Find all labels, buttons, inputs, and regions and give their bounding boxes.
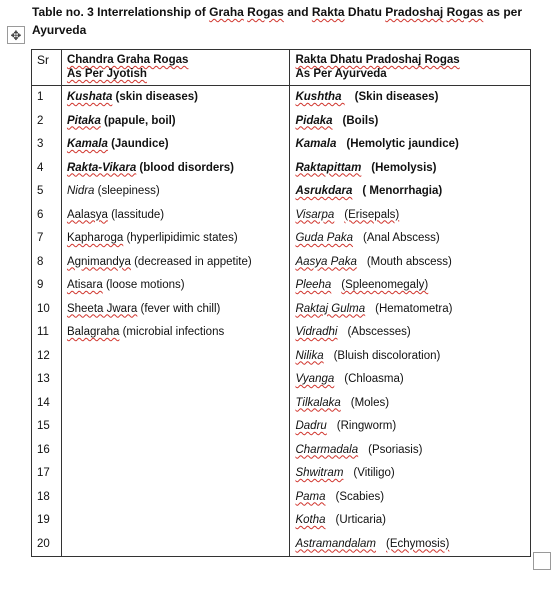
roga-description: (fever with chill)	[137, 302, 221, 315]
roga-description: (Vitiligo)	[353, 467, 395, 479]
table-row	[32, 274, 531, 298]
cell-sr: 10	[32, 298, 62, 322]
roga-description: (Abscesses)	[347, 326, 411, 338]
cell-sr: 1	[32, 86, 62, 110]
cell-chandra-graha-roga	[61, 533, 290, 557]
caption-word-rakta: Rakta	[311, 5, 345, 19]
table-row	[32, 439, 531, 463]
cell-sr: 20	[32, 533, 62, 557]
roga-name: Guda Paka	[295, 232, 354, 244]
cell-chandra-graha-roga	[61, 180, 290, 204]
roga-description: (papule, boil)	[100, 114, 176, 127]
roga-name: Pidaka	[295, 114, 333, 127]
cell-rakta-pradoshaj-roga	[290, 415, 531, 439]
cell-chandra-graha-roga	[61, 157, 290, 181]
cell-chandra-graha-roga	[61, 204, 290, 228]
cell-rakta-pradoshaj-roga	[290, 392, 531, 416]
header-sr: Sr	[32, 50, 62, 86]
roga-name: Atisara	[66, 279, 103, 291]
cell-rakta-pradoshaj-roga	[290, 86, 531, 110]
caption-prefix: Table no. 3 Interrelationship of	[32, 5, 210, 19]
header-col2-line2: As Per Ayurveda	[295, 68, 387, 80]
roga-name: Asrukdara	[295, 185, 353, 197]
roga-name: Vyanga	[295, 373, 335, 385]
roga-description: (Jaundice)	[107, 138, 169, 150]
cell-sr: 7	[32, 227, 62, 251]
roga-description: (Bluish discoloration)	[333, 349, 441, 362]
cell-sr: 13	[32, 368, 62, 392]
roga-name: Tilkalaka	[295, 396, 341, 409]
cell-chandra-graha-roga	[61, 345, 290, 369]
roga-name: Pitaka	[66, 114, 101, 127]
header-chandra-graha-rogas	[61, 50, 290, 86]
cell-rakta-pradoshaj-roga	[290, 321, 531, 345]
roga-name: Kamala	[66, 138, 108, 150]
table-row	[32, 415, 531, 439]
header-col1-line1: Chandra Graha Rogas	[66, 54, 189, 66]
roga-name: Kotha	[295, 514, 326, 526]
roga-description: (Skin diseases)	[354, 91, 439, 103]
cell-chandra-graha-roga	[61, 439, 290, 463]
cell-sr: 8	[32, 251, 62, 275]
cell-rakta-pradoshaj-roga	[290, 439, 531, 463]
cell-rakta-pradoshaj-roga	[290, 368, 531, 392]
table-row	[32, 110, 531, 134]
roga-name: Aasya Paka	[295, 255, 357, 268]
cell-sr: 14	[32, 392, 62, 416]
roga-description: (Hemolytic jaundice)	[346, 138, 459, 150]
cell-sr: 4	[32, 157, 62, 181]
roga-description: (decreased in appetite)	[130, 255, 252, 268]
table-row	[32, 204, 531, 228]
table-row	[32, 345, 531, 369]
cell-chandra-graha-roga	[61, 227, 290, 251]
cell-rakta-pradoshaj-roga	[290, 204, 531, 228]
cell-chandra-graha-roga	[61, 86, 290, 110]
roga-description: (Urticaria)	[335, 514, 387, 526]
cell-sr: 6	[32, 204, 62, 228]
table-row	[32, 227, 531, 251]
table-row	[32, 157, 531, 181]
roga-name: Nidra	[66, 185, 95, 197]
header-col1-line2: As Per Jyotish	[66, 68, 147, 80]
roga-description: (skin diseases)	[112, 91, 198, 103]
cell-sr: 9	[32, 274, 62, 298]
roga-name: Aalasya	[66, 208, 108, 221]
header-rakta-dhatu-pradoshaj-rogas	[290, 50, 531, 86]
roga-name: Pama	[295, 490, 326, 503]
cell-chandra-graha-roga	[61, 133, 290, 157]
header-col2-line1: Rakta Dhatu Pradoshaj Rogas	[295, 54, 460, 66]
caption-word-rogas: Rogas	[247, 5, 284, 19]
roga-name: Vidradhi	[295, 326, 338, 338]
table-body	[32, 86, 531, 557]
roga-name: Shwitram	[295, 467, 344, 479]
roga-description: (Scabies)	[335, 490, 385, 503]
cell-rakta-pradoshaj-roga	[290, 251, 531, 275]
cell-rakta-pradoshaj-roga	[290, 462, 531, 486]
table-row	[32, 251, 531, 275]
cell-sr: 17	[32, 462, 62, 486]
roga-name: Kushata	[66, 91, 113, 103]
roga-description: (Psoriasis)	[368, 443, 423, 456]
caption-mid2: Dhatu	[344, 5, 386, 19]
cell-rakta-pradoshaj-roga	[290, 133, 531, 157]
roga-description: (Ringworm)	[336, 420, 397, 432]
cell-sr: 18	[32, 486, 62, 510]
table-row	[32, 86, 531, 110]
cell-sr: 16	[32, 439, 62, 463]
resize-handle-icon[interactable]	[533, 552, 551, 570]
table-row	[32, 133, 531, 157]
roga-description: (Erisepals)	[344, 208, 400, 221]
roga-name: Kapharoga	[66, 232, 124, 244]
cell-sr: 15	[32, 415, 62, 439]
cell-sr: 5	[32, 180, 62, 204]
table-caption	[32, 3, 542, 39]
roga-name: Kushtha	[295, 91, 345, 103]
caption-word-pradoshaj: Pradoshaj	[385, 5, 444, 19]
roga-description: ( Menorrhagia)	[362, 185, 443, 197]
caption-word-graha: Graha	[209, 5, 244, 19]
roga-name: Rakta-Vikara	[66, 161, 137, 174]
roga-description: (sleepiness)	[94, 185, 160, 197]
move-arrows-icon[interactable]: ✥	[7, 26, 25, 44]
cell-rakta-pradoshaj-roga	[290, 227, 531, 251]
table-row	[32, 533, 531, 557]
cell-chandra-graha-roga	[61, 415, 290, 439]
cell-rakta-pradoshaj-roga	[290, 533, 531, 557]
caption-mid: and	[283, 5, 312, 19]
roga-description: (Spleenomegaly)	[341, 279, 429, 291]
cell-sr: 3	[32, 133, 62, 157]
roga-description: (Hemolysis)	[371, 161, 437, 174]
roga-description: (lassitude)	[107, 208, 165, 221]
cell-sr: 12	[32, 345, 62, 369]
roga-name: Visarpa	[295, 208, 335, 221]
table-row	[32, 321, 531, 345]
cell-chandra-graha-roga	[61, 110, 290, 134]
roga-name: Raktaj Gulma	[295, 302, 366, 315]
roga-name: Dadru	[295, 420, 327, 432]
roga-description: (hyperlipidimic states)	[123, 232, 238, 244]
interrelationship-table	[31, 49, 531, 557]
table-row	[32, 368, 531, 392]
roga-description: (Boils)	[342, 114, 379, 127]
roga-name: Pleeha	[295, 279, 332, 291]
roga-name: Raktapittam	[295, 161, 362, 174]
roga-name: Charmadala	[295, 443, 359, 456]
table-header-row	[32, 50, 531, 86]
cell-chandra-graha-roga	[61, 368, 290, 392]
table-row	[32, 392, 531, 416]
caption-suffix: as per Ayurveda	[32, 5, 522, 37]
cell-chandra-graha-roga	[61, 274, 290, 298]
roga-description: (microbial infections	[119, 326, 225, 338]
cell-chandra-graha-roga	[61, 509, 290, 533]
roga-name: Kamala	[295, 138, 337, 150]
roga-name: Sheeta Jwara	[66, 302, 138, 315]
caption-word-rogas-2: Rogas	[446, 5, 484, 19]
cell-sr: 2	[32, 110, 62, 134]
cell-sr: 19	[32, 509, 62, 533]
cell-rakta-pradoshaj-roga	[290, 509, 531, 533]
cell-chandra-graha-roga	[61, 321, 290, 345]
roga-description: (Hematometra)	[375, 302, 453, 315]
roga-name: Agnimandya	[66, 255, 131, 268]
table-row	[32, 180, 531, 204]
table-row	[32, 298, 531, 322]
cell-rakta-pradoshaj-roga	[290, 345, 531, 369]
cell-chandra-graha-roga	[61, 392, 290, 416]
roga-description: (Mouth abscess)	[366, 255, 452, 268]
cell-chandra-graha-roga	[61, 462, 290, 486]
roga-name: Nilika	[295, 349, 324, 362]
table-row	[32, 509, 531, 533]
cell-rakta-pradoshaj-roga	[290, 110, 531, 134]
cell-rakta-pradoshaj-roga	[290, 157, 531, 181]
roga-description: (Anal Abscess)	[363, 232, 440, 244]
roga-name: Balagraha	[66, 326, 120, 338]
cell-chandra-graha-roga	[61, 486, 290, 510]
cell-sr: 11	[32, 321, 62, 345]
cell-rakta-pradoshaj-roga	[290, 298, 531, 322]
cell-rakta-pradoshaj-roga	[290, 486, 531, 510]
roga-description: (blood disorders)	[136, 161, 234, 174]
roga-description: (loose motions)	[102, 279, 185, 291]
table-row	[32, 462, 531, 486]
roga-description: (Chloasma)	[344, 373, 404, 385]
cell-chandra-graha-roga	[61, 251, 290, 275]
roga-name: Astramandalam	[295, 537, 377, 550]
cell-rakta-pradoshaj-roga	[290, 274, 531, 298]
cell-rakta-pradoshaj-roga	[290, 180, 531, 204]
cell-chandra-graha-roga	[61, 298, 290, 322]
table-row	[32, 486, 531, 510]
roga-description: (Echymosis)	[386, 537, 450, 550]
roga-description: (Moles)	[350, 396, 390, 409]
